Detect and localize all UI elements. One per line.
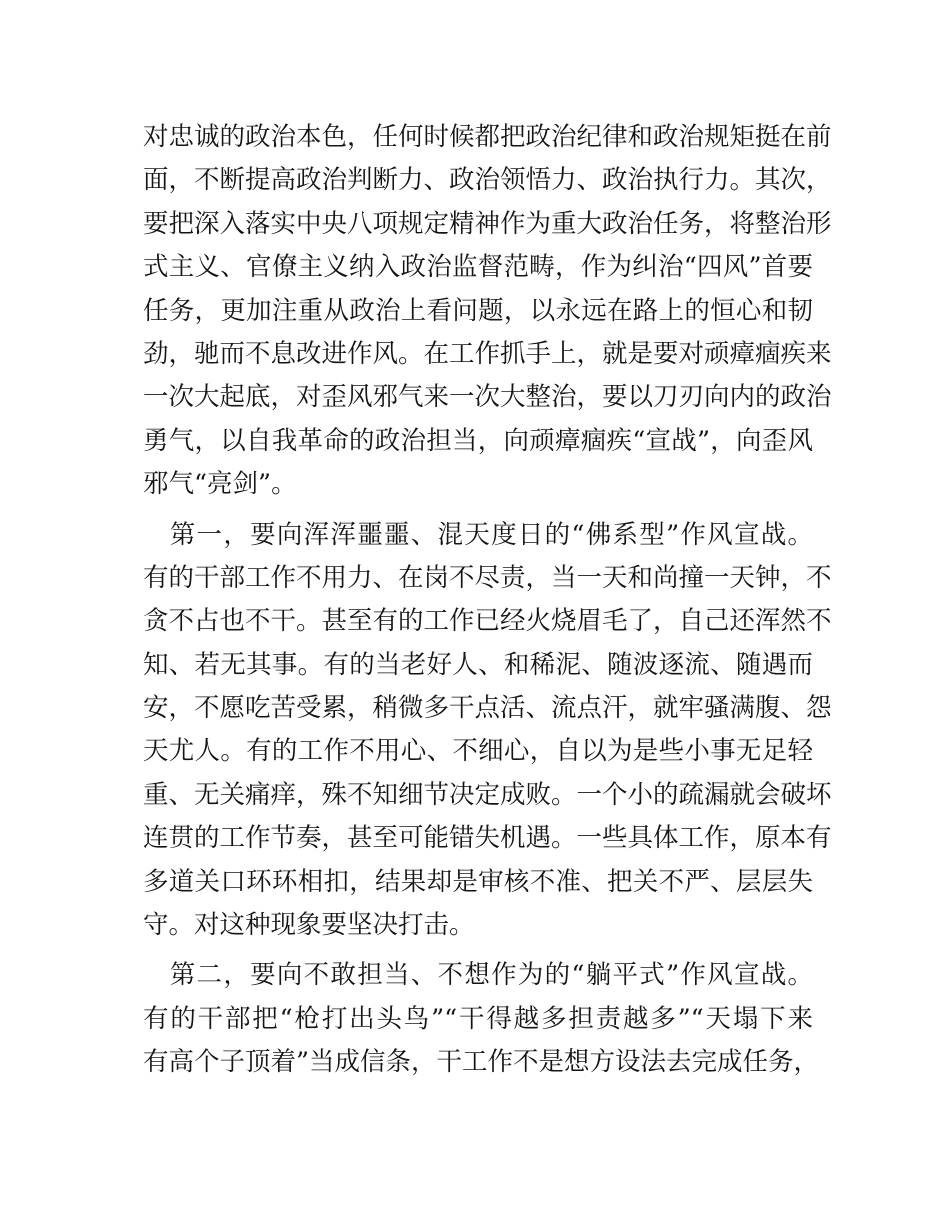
text-line: 安，不愿吃苦受累，稍微多干点活、流点汗，就牢骚满腹、怨	[143, 693, 832, 724]
text-line: 知、若无其事。有的当老好人、和稀泥、随波逐流、随遇而	[143, 649, 813, 680]
paragraph-spacing	[143, 947, 813, 954]
paragraph-second-point	[143, 954, 820, 1084]
text-line: 连贯的工作节奏，甚至可能错失机遇。一些具体工作，原本有	[143, 823, 832, 854]
text-line: 第一，要向浑浑噩噩、混天度日的“佛系型”作风宣战。	[143, 519, 813, 550]
text-line: 多道关口环环相扣，结果却是审核不准、把关不严、层层失	[143, 866, 813, 897]
text-line: 天尤人。有的工作不用心、不细心，自以为是些小事无足轻	[143, 736, 813, 767]
text-line: 重、无关痛痒，殊不知细节决定成败。一个小的疏漏就会破坏	[143, 779, 832, 810]
document-body	[143, 116, 832, 1085]
paragraph-spacing	[143, 507, 813, 514]
text-line: 有的干部工作不用力、在岗不尽责，当一天和尚撞一天钟，不	[143, 562, 832, 593]
text-line: 邪气“亮剑”。	[143, 469, 297, 500]
paragraph-political-loyalty	[143, 116, 832, 507]
text-line: 有的干部把“枪打出头鸟”“干得越多担责越多”“天塌下来	[143, 1003, 813, 1034]
text-line: 贪不占也不干。甚至有的工作已经火烧眉毛了，自己还浑然不	[143, 606, 832, 637]
text-line: 面，不断提高政治判断力、政治领悟力、政治执行力。其次，	[143, 165, 832, 196]
text-line: 勇气，以自我革命的政治担当，向顽瘴痼疾“宣战”，向歪风	[143, 425, 813, 456]
text-line: 有高个子顶着”当成信条，干工作不是想方设法去完成任务，	[143, 1047, 820, 1078]
text-line: 式主义、官僚主义纳入政治监督范畴，作为纠治“四风”首要	[143, 252, 813, 283]
text-line: 要把深入落实中央八项规定精神作为重大政治任务，将整治形	[143, 208, 832, 239]
paragraph-first-point	[143, 514, 832, 948]
text-line: 对忠诚的政治本色，任何时候都把政治纪律和政治规矩挺在前	[143, 122, 832, 152]
text-line: 守。对这种现象要坚决打击。	[143, 910, 475, 941]
text-line: 第二，要向不敢担当、不想作为的“躺平式”作风宣战。	[143, 960, 813, 991]
text-line: 劲，驰而不息改进作风。在工作抓手上，就是要对顽瘴痼疾来	[143, 338, 832, 369]
text-line: 任务，更加注重从政治上看问题，以永远在路上的恒心和韧	[143, 295, 813, 326]
text-line: 一次大起底，对歪风邪气来一次大整治，要以刀刃向内的政治	[143, 382, 832, 413]
